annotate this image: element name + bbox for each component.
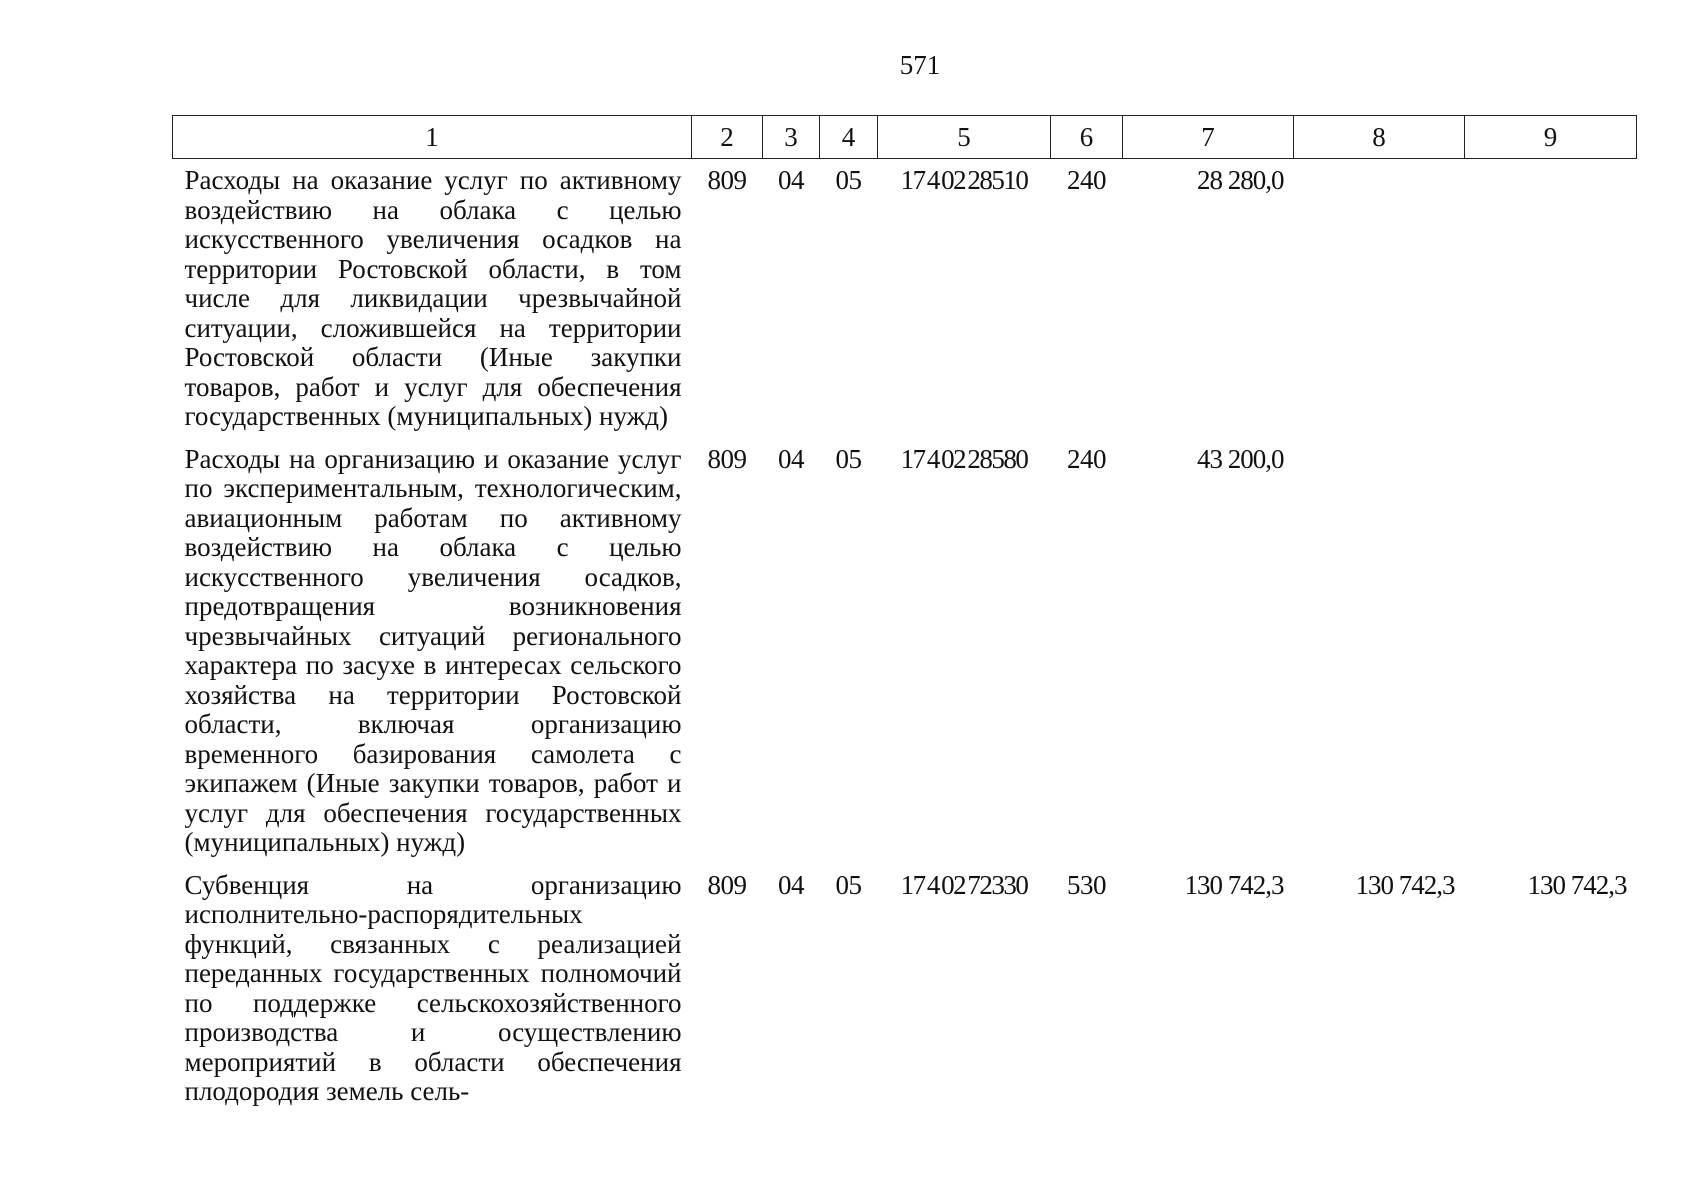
row-description: Расходы на оказание услуг по активному воздействию на облака с целью искусственного увеличения осадков на территории Ростовской области, в том числе для ликвидации чрезвычайной ситуации, сложившейся на территории Ростовской области (Иные закупки товаров, работ и услуг для обеспечения государственных (муниципальных) нужд) — [184, 165, 682, 431]
row-expense-type-code: 240 — [1067, 165, 1106, 195]
row-section-code: 04 — [778, 869, 804, 900]
row-expense-type-code: 530 — [1067, 869, 1106, 900]
row-ministry-code: 809 — [707, 869, 747, 900]
row-amount-col9 — [1465, 432, 1637, 858]
header-col-6: 6 — [1051, 116, 1123, 159]
table-row — [173, 159, 1637, 432]
row-description: Субвенция на организацию исполнительно-распорядительных функций, связанных с реализацией переданных государственных полномочий по поддержке сельскохозяйственного производства и осуществлению мероприятий в области обеспечения плодородия земель сель- — [184, 869, 682, 1106]
row-section-code: 04 — [778, 443, 804, 474]
row-target-article-code: 17 4 02 28510 — [900, 165, 1028, 195]
row-subsection-code: 05 — [835, 443, 862, 474]
header-col-8: 8 — [1294, 116, 1465, 159]
row-amount-col8: 130 742,3 — [1355, 869, 1455, 900]
table-row — [173, 858, 1637, 1107]
header-col-1: 1 — [173, 116, 692, 159]
row-description: Расходы на организацию и оказание услуг по экспериментальным, технологическим, авиационным работам по активному воздействию на облака с целью искусственного увеличения осадков, предотвращения возникновения чрезвычайных ситуаций регионального характера по засухе в интересах сельского хозяйства на территории Ростовской области, включая организацию временного базирования самолета с экипажем (Иные закупки товаров, работ и услуг для обеспечения государственных (муниципальных) нужд) — [184, 443, 682, 857]
row-amount-col7: 43 200,0 — [1197, 443, 1284, 474]
table-header — [173, 116, 1637, 159]
row-expense-type-code: 240 — [1067, 443, 1106, 474]
row-subsection-code: 05 — [835, 869, 862, 900]
row-section-code: 04 — [778, 165, 804, 195]
row-amount-col9 — [1465, 159, 1637, 432]
row-amount-col7: 28 280,0 — [1197, 165, 1284, 195]
header-col-4: 4 — [820, 116, 878, 159]
row-target-article-code: 17 4 02 28580 — [900, 443, 1028, 474]
header-col-2: 2 — [692, 116, 763, 159]
header-col-7: 7 — [1123, 116, 1294, 159]
row-ministry-code: 809 — [707, 443, 747, 474]
header-row — [173, 116, 1637, 159]
page-number: 571 — [899, 50, 941, 80]
table-body — [173, 159, 1637, 1107]
row-amount-col7: 130 742,3 — [1184, 869, 1284, 900]
row-ministry-code: 809 — [707, 165, 747, 195]
header-col-5: 5 — [878, 116, 1051, 159]
row-subsection-code: 05 — [835, 165, 862, 195]
row-amount-col8 — [1294, 159, 1465, 432]
table-row — [173, 432, 1637, 858]
header-col-9: 9 — [1465, 116, 1637, 159]
row-amount-col9: 130 742,3 — [1527, 869, 1627, 900]
row-target-article-code: 17 4 02 72330 — [900, 869, 1028, 900]
budget-table — [172, 115, 1637, 1107]
header-col-3: 3 — [763, 116, 820, 159]
row-amount-col8 — [1294, 432, 1465, 858]
